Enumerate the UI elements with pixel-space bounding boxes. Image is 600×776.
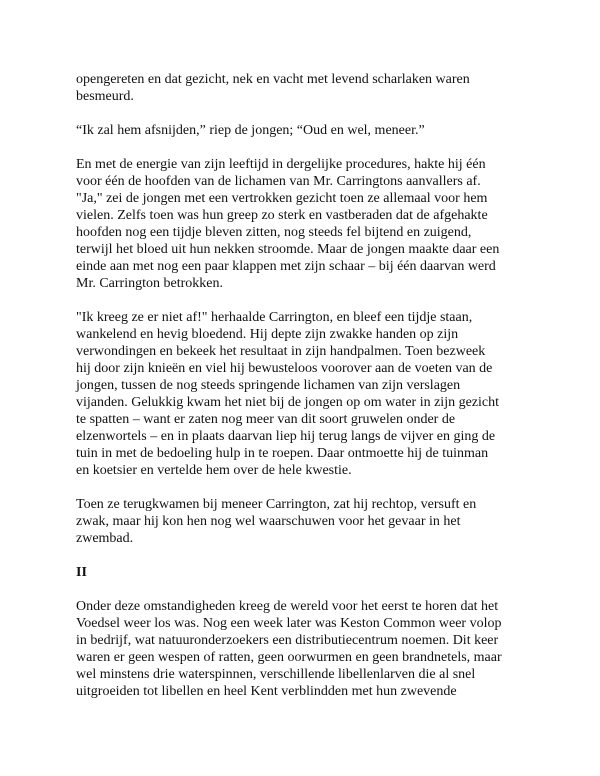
text-line: "Ik kreeg ze er niet af!" herhaalde Carrington, en bleef een tijdje staan, — [76, 310, 473, 325]
text-line: Onder deze omstandigheden kreeg de wereld voor het eerst te horen dat het — [76, 599, 499, 614]
paragraph-1 — [76, 71, 526, 105]
paragraph-6 — [76, 598, 526, 700]
text-line: vijanden. Gelukkig kwam het niet bij de jongen op om water in zijn gezicht — [76, 395, 500, 410]
text-line: waren er geen wespen of ratten, geen oorwurmen en geen brandnetels, maar — [76, 650, 502, 665]
text-line: Toen ze terugkwamen bij meneer Carrington, zat hij rechtop, versuft en — [76, 497, 477, 512]
text-line: wankelend en hevig bloedend. Hij depte zijn zwakke handen op zijn — [76, 327, 459, 342]
text-line: elzenwortels – en in plaats daarvan liep hij terug langs de vijver en ging de — [76, 429, 496, 444]
text-line: Mr. Carrington betrokken. — [76, 276, 223, 291]
text-line: jongen, tussen de nog steeds springende lichamen van zijn verslagen — [76, 378, 461, 393]
text-line: en koetsier en vertelde hem over de hele kwestie. — [76, 463, 352, 478]
body-text — [76, 71, 526, 717]
text-line: hoofden nog een tijdje bleven zitten, nog steeds fel bijtend en zuigend, — [76, 225, 472, 240]
paragraph-4 — [76, 309, 526, 479]
paragraph-2 — [76, 122, 526, 139]
text-line: "Ja," zei de jongen met een vertrokken gezicht toen ze allemaal voor hem — [76, 191, 488, 206]
text-line: zwak, maar hij kon hen nog wel waarschuwen voor het gevaar in het — [76, 514, 461, 529]
text-line: uitgroeiden tot libellen en heel Kent verblindden met hun zwevende — [76, 684, 457, 699]
paragraph-3 — [76, 156, 526, 292]
text-line: verwondingen en bekeek het resultaat in zijn handpalmen. Toen bezweek — [76, 344, 486, 359]
text-line: besmeurd. — [76, 89, 134, 104]
text-line: zwembad. — [76, 531, 134, 546]
text-line: hij door zijn knieën en viel hij bewusteloos voorover aan de voeten van de — [76, 361, 493, 376]
text-line: tuin in met de bedoeling hulp in te roepen. Daar ontmoette hij de tuinman — [76, 446, 489, 461]
text-line: vielen. Zelfs toen was hun greep zo sterk en vastberaden dat de afgehakte — [76, 208, 488, 223]
paragraph-5 — [76, 496, 526, 547]
text-line: te spatten – want er zaten nog meer van dit soort gruwelen onder de — [76, 412, 456, 427]
text-line: Voedsel weer los was. Nog een week later was Keston Common weer volop — [76, 616, 502, 631]
text-line: terwijl het bloed uit hun nekken stroomde. Maar de jongen maakte daar een — [76, 242, 500, 257]
text-line: wel minstens drie waterspinnen, verschillende libellenlarven die al snel — [76, 667, 476, 682]
section-heading: II — [76, 565, 87, 580]
text-line: voor één de hoofden van de lichamen van Mr. Carringtons aanvallers af. — [76, 174, 481, 189]
text-line: En met de energie van zijn leeftijd in dergelijke procedures, hakte hij één — [76, 157, 486, 172]
text-line: einde aan met nog een paar klappen met zijn schaar – bij één daarvan werd — [76, 259, 496, 274]
text-line: opengereten en dat gezicht, nek en vacht met levend scharlaken waren — [76, 72, 470, 87]
text-line: in bedrijf, wat natuuronderzoekers een distributiecentrum noemen. Dit keer — [76, 633, 499, 648]
text-line: “Ik zal hem afsnijden,” riep de jongen; “Oud en wel, meneer.” — [76, 123, 425, 138]
